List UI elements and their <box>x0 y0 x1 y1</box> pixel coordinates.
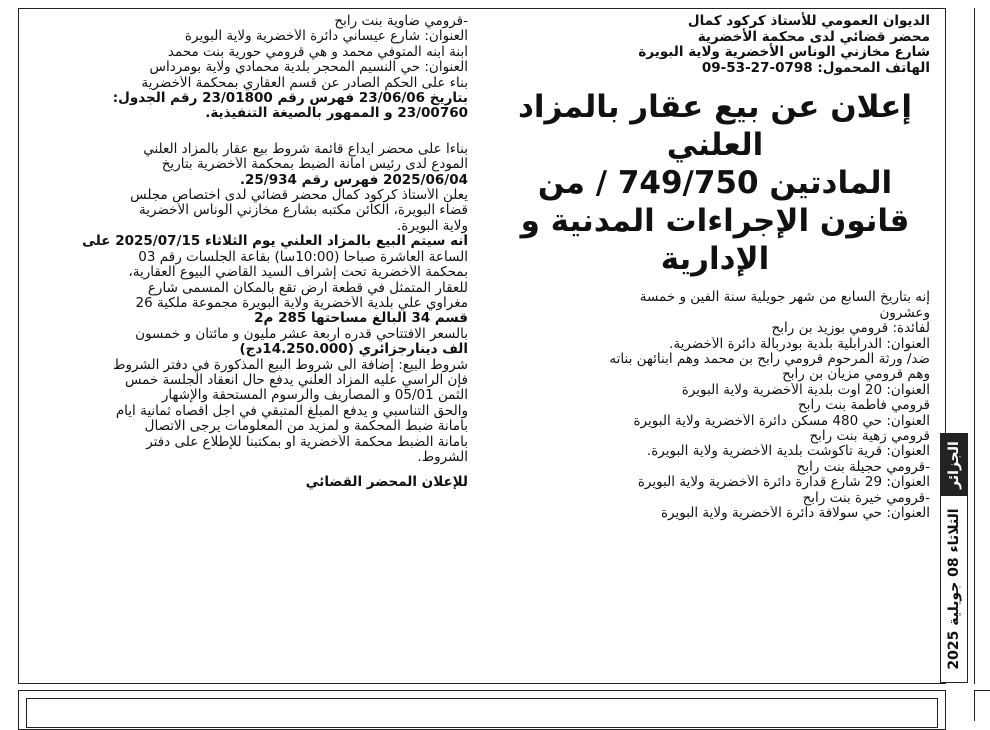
bailiff-signature: للإعلان المحضر القضائي <box>305 475 468 491</box>
body-line: بتاريخ 23/06/06 فهرس رقم 23/01800 رقم الجدول: <box>112 91 468 107</box>
body-line: -قرومي خيرة بنت رابح <box>802 490 930 506</box>
left-column <box>38 14 468 491</box>
body-line: للعقار المتمثل في قطعة ارض تقع بالمكان المسمى شارع <box>147 280 468 296</box>
bailiff-phone-line <box>500 61 930 77</box>
body-line: الثمن 05/01 و المصاريف والرسوم المستحقة والإشهار <box>161 388 468 404</box>
sale-details <box>38 142 468 466</box>
body-line: بأمانة الضبط محكمة الأخضرية أو بمكتبنا للإطلاع على دفتر <box>146 434 468 450</box>
title-line-3: المادتين 749/750 / من <box>537 165 893 202</box>
body-line: بناء على الحكم الصادر عن قسم العقاري بمحكمة الأخضرية <box>141 75 468 91</box>
body-line: قرومي زهية بنت رابح <box>809 429 930 445</box>
body-line: الساعة العاشرة صباحا (10:00سا) بقاعة الجلسات رقم 03 <box>138 249 468 265</box>
body-line: قسم 34 البالغ مساحتها 285 م2 <box>254 311 468 327</box>
bailiff-office: الديوان العمومي للأستاذ كركود كمال <box>687 13 930 29</box>
body-line: العنوان: الدرابلية بلدية بودربالة دائرة الأخضرية. <box>669 336 930 352</box>
body-line: يعلن الأستاذ كركود كمال محضر قضائي لدى اختصاص مجلس <box>130 188 468 204</box>
body-line: أنه سيتم البيع بالمزاد العلني يوم الثلاثاء 2025/07/15 على <box>82 234 468 250</box>
body-line: الشروط. <box>417 449 468 465</box>
body-line: بأمانة ضبط المحكمة و لمزيد من المعلومات يرجى الاتصال <box>144 419 468 435</box>
body-line: شروط البيع: إضافة الى شروط البيع المذكورة في دفتر الشروط <box>112 357 468 373</box>
phone-number: 0798-27-53-09 <box>701 59 813 76</box>
body-line: لفائدة: قرومي بوزيد بن رابح <box>771 321 930 337</box>
body-line: -قرومي حجيلة بنت رابح <box>796 459 930 475</box>
body-line: والحق التناسبي و يدفع المبلغ المتبقي في أجل أقصاه ثمانية أيام <box>115 403 468 419</box>
body-line: إنه بتاريخ السابع من شهر جويلية سنة ألفين و خمسة <box>639 290 930 306</box>
issue-date: الثلاثاء 08 جويلية 2025 <box>946 508 962 670</box>
parties-block <box>500 290 930 521</box>
body-line: بالسعر الافتتاحي قدره أربعة عشر مليون و مائتان و خمسون <box>135 326 468 342</box>
body-line: قضاء البويرة، الكائن مكتبه بشارع مخازني الوناس الأخضرية <box>139 203 468 219</box>
newspaper-spine <box>940 433 968 683</box>
body-line: فإن الراسي عليه المزاد العلني يدفع حال انعقاد الجلسة خمس <box>124 372 468 388</box>
body-line: 2025/06/04 فهرس رقم 25/934. <box>239 172 468 188</box>
body-line: 23/00760 و الممهور بالصيغة التنفيذية. <box>205 106 468 122</box>
body-line: وهم قرومي مزيان بن رابح <box>782 367 930 383</box>
body-line: العنوان: قرية تاكوشت بلدية الأخضرية ولاية البويرة. <box>646 444 930 460</box>
body-line: العنوان: حي 480 مسكن دائرة الأخضرية ولاية البويرة <box>633 413 930 429</box>
body-line: بناءا على محضر ايداع قائمة شروط بيع عقار بالمزاد العلني <box>143 141 468 157</box>
announcement-title <box>500 88 930 278</box>
body-line: المودع لدى رئيس أمانة الضبط بمحكمة الأخضرية بتاريخ <box>161 157 468 173</box>
bailiff-title: محضر قضائي لدى محكمة الأخضرية <box>697 28 930 45</box>
title-line-2: العلني <box>666 127 764 164</box>
newspaper-name-box <box>941 434 967 496</box>
body-line: ولاية البويرة. <box>397 218 468 234</box>
adjacent-bottom-edge <box>974 690 990 721</box>
body-line: العنوان: شارع عيساني دائرة الأخضرية ولاية البويرة <box>184 29 468 45</box>
body-line: العنوان: حي النسيم المحجر بلدية محمادي ولاية بومرداس <box>149 60 468 76</box>
bailiff-address: شارع مخازني الوناس الأخضرية ولاية البويرة <box>638 44 930 61</box>
body-line: العنوان: 29 شارع قدارة دائرة الأخضرية ولاية البويرة <box>637 475 930 491</box>
body-line: العنوان: حي سولافة دائرة الأخضرية ولاية البويرة <box>660 506 930 522</box>
body-line: ابنة ابنه المتوفي محمد و هي قرومي حورية بنت محمد <box>167 44 468 60</box>
body-line: قرومي فاطمة بنت رابح <box>798 398 930 414</box>
heirs-continued <box>38 14 468 122</box>
adjacent-column-edge <box>974 8 990 684</box>
title-line-4: قانون الإجراءات المدنية و <box>520 203 910 240</box>
newspaper-name: الجزائر <box>946 441 962 489</box>
body-line: مغراوي علي بلدية الأخضرية ولاية البويرة مجموعة ملكية 26 <box>135 295 468 311</box>
body-line: بمحكمة الأخضرية تحت إشراف السيد القاضي البيوع العقارية، <box>128 265 468 281</box>
body-line: العنوان: 20 أوت بلدية الأخضرية ولاية البويرة <box>681 382 930 398</box>
phone-label: الهاتف المحمول: <box>817 59 930 76</box>
body-line: الف دينارجزائري (14.250.000دج) <box>239 342 468 358</box>
next-announcement-inner-frame <box>26 698 938 728</box>
title-line-5: الإدارية <box>660 241 770 278</box>
right-column <box>500 14 930 521</box>
title-line-1: إعلان عن بيع عقار بالمزاد <box>517 89 912 126</box>
body-line: وعشرون <box>879 305 930 321</box>
body-line: ضد/ ورثة المرحوم قرومي رابح بن محمد وهم أبنائهن بناته <box>609 352 930 367</box>
body-line: -قرومي ضاوية بنت رابح <box>334 14 468 29</box>
